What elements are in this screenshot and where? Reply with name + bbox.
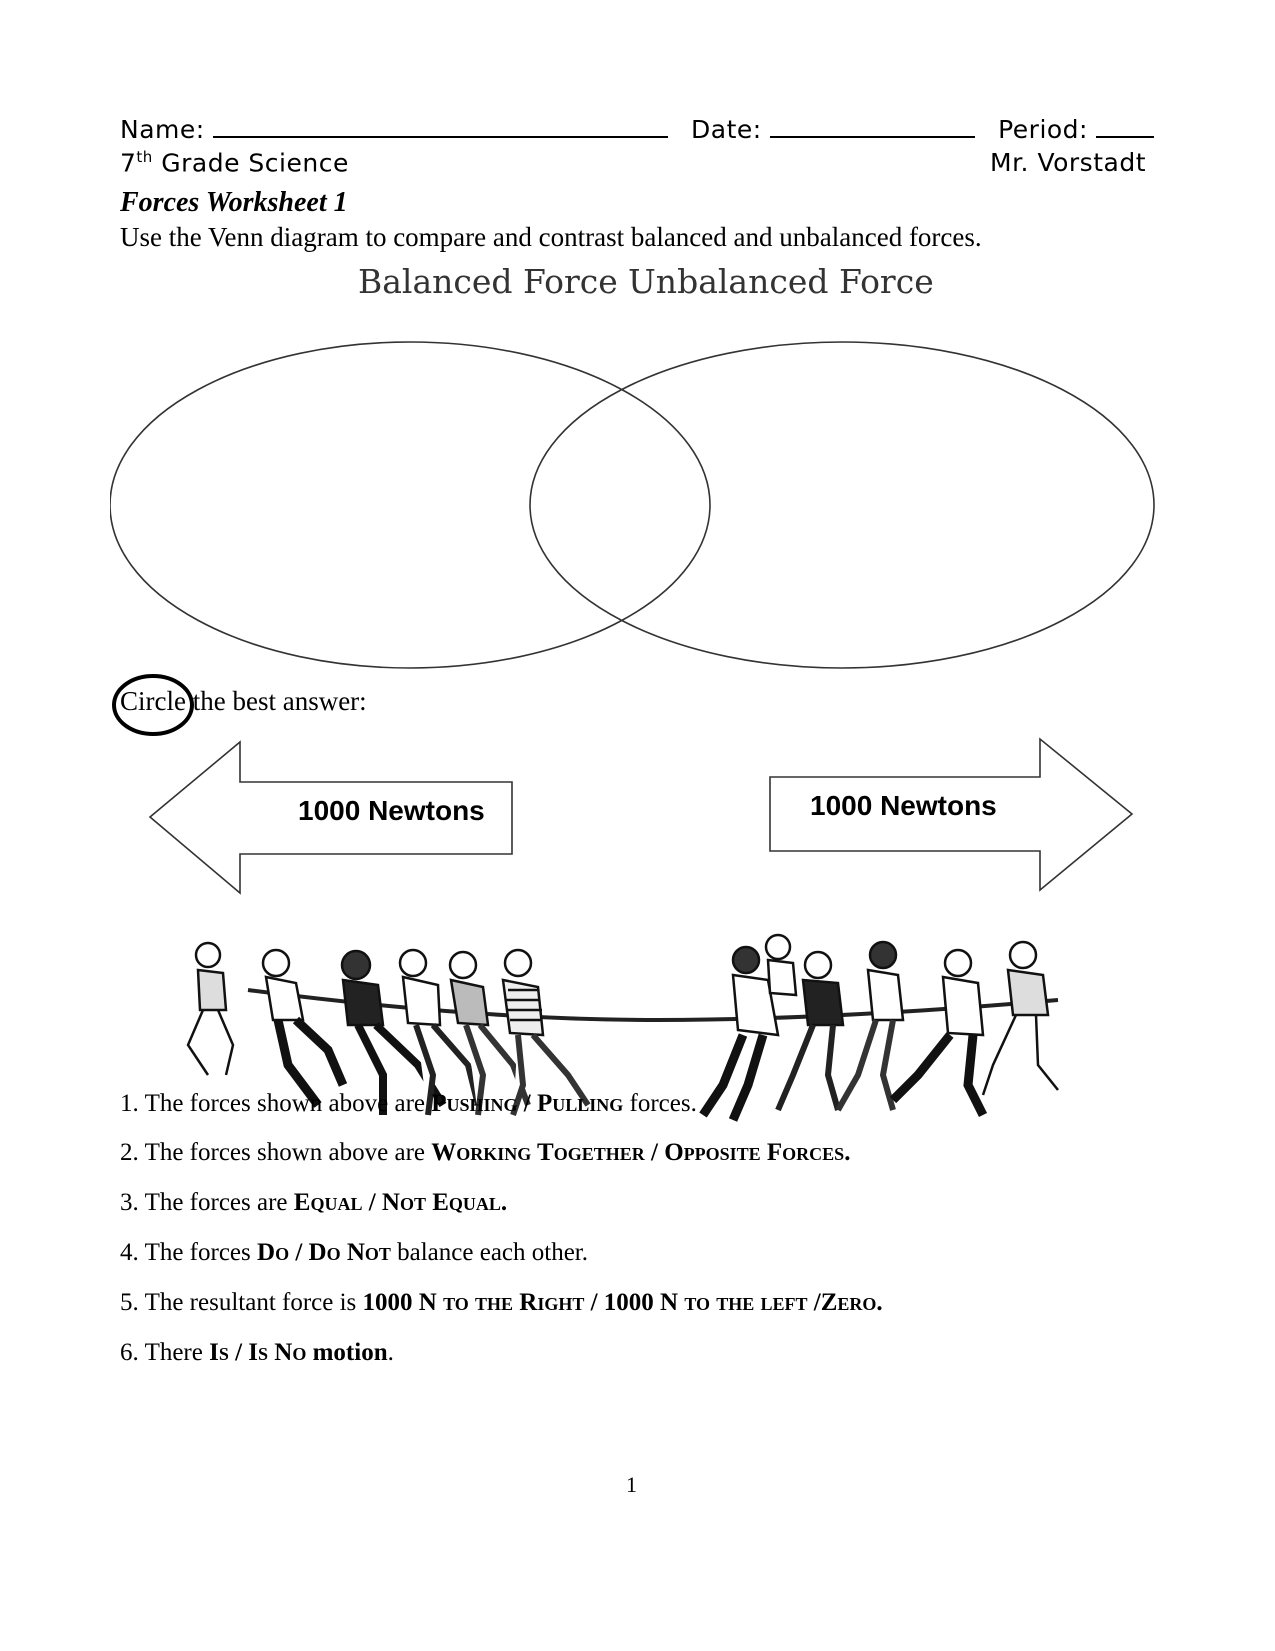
date-label: Date: <box>691 115 762 144</box>
instructions: Use the Venn diagram to compare and contrast balanced and unbalanced forces. <box>120 222 982 252</box>
teacher-name: Mr. Vorstadt <box>990 148 1146 177</box>
venn-right-title: Unbalanced Force <box>628 262 934 301</box>
grade-line <box>120 148 349 177</box>
period-label: Period: <box>998 115 1088 144</box>
question-2-options[interactable]: Working Together / Opposite Forces. <box>431 1139 851 1166</box>
question-4: 4. The forces Do / Do Not balance each other. <box>120 1239 588 1266</box>
question-6: 6. There Is / Is No motion. <box>120 1339 394 1366</box>
left-arrow <box>148 740 518 895</box>
period-field[interactable] <box>1096 114 1154 138</box>
question-2: 2. The forces shown above are Working Together / Opposite Forces. <box>120 1139 851 1166</box>
name-label: Name: <box>120 115 205 144</box>
worksheet-title: Forces Worksheet 1 <box>120 187 348 218</box>
right-arrow-label: 1000 Newtons <box>810 790 997 821</box>
grade-superscript: th <box>136 148 153 166</box>
grade-number: 7 <box>120 148 137 178</box>
question-3-options[interactable]: Equal / Not Equal. <box>293 1189 508 1216</box>
circle-instruction: Circle the best answer: <box>120 686 367 717</box>
header-row <box>120 114 1154 144</box>
question-5: 5. The resultant force is 1000 N to the Right / 1000 N to the left /Zero. <box>120 1289 883 1316</box>
date-field[interactable] <box>770 114 975 138</box>
name-field[interactable] <box>213 114 668 138</box>
question-3: 3. The forces are Equal / Not Equal. <box>120 1189 508 1216</box>
circled-word: Circle <box>120 686 193 716</box>
left-arrow-label: 1000 Newtons <box>298 795 485 826</box>
question-4-options[interactable]: Do / Do Not <box>257 1239 391 1266</box>
course-name: Grade Science <box>161 148 349 178</box>
venn-left-title: Balanced Force <box>358 262 618 301</box>
question-1: 1. The forces shown above are Pushing / Pulling forces. <box>120 1090 697 1117</box>
right-arrow <box>768 737 1138 892</box>
question-5-options[interactable]: 1000 N to the Right / 1000 N to the left /Zero. <box>362 1289 883 1316</box>
question-1-options[interactable]: Pushing / Pulling <box>431 1090 624 1117</box>
circle-mark-icon <box>110 672 200 738</box>
question-6-options[interactable]: Is / Is No <box>209 1339 307 1366</box>
venn-diagram <box>110 340 1170 680</box>
page-number: 1 <box>626 1472 637 1497</box>
